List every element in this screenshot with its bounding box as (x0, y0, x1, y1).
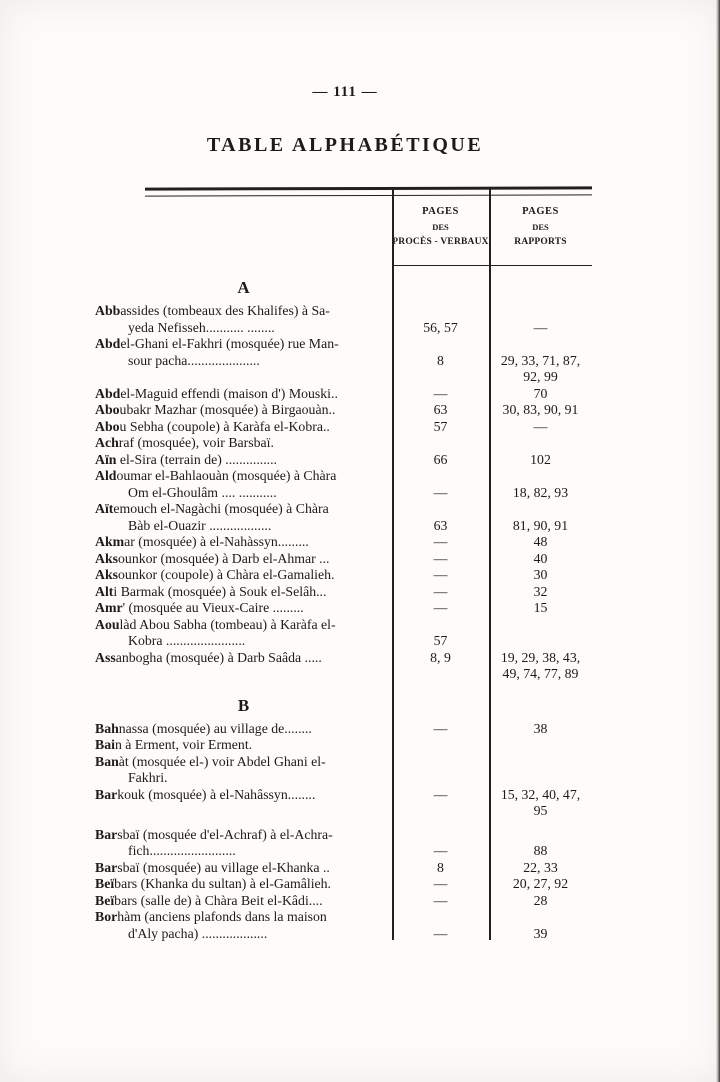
entry-bold-prefix: Abd (95, 385, 121, 401)
pages-rapports-value (489, 860, 592, 877)
pages-proces-verbaux-value: 66 (433, 451, 448, 467)
entry-name (95, 754, 392, 787)
entry-line-1: Aïtemouch el-Nagàchi (mosquée) à Chàra (95, 501, 329, 516)
entry-name (95, 534, 392, 551)
index-row (95, 468, 592, 501)
index-body (95, 279, 592, 942)
pages-proces-verbaux-value: — (433, 720, 448, 736)
pages-proces-verbaux-value: 63 (433, 517, 448, 533)
entry-line-2: Om el-Ghoulâm .... ........... (128, 484, 277, 500)
entry-name (95, 419, 392, 436)
entry-name (95, 787, 392, 804)
entry-line-1: Barkouk (mosquée) à el-Nahâssyn........ (95, 786, 316, 802)
pages-proces-verbaux-value: — (433, 567, 448, 582)
pages-proces-verbaux-value: — (433, 385, 448, 401)
index-row (95, 737, 592, 754)
entry-bold-prefix: Bar (95, 826, 118, 842)
entry-line-2: d'Aly pacha) ................... (128, 925, 268, 941)
entry-bold-prefix: Abb (95, 303, 121, 318)
index-row (95, 600, 592, 617)
entry-name (95, 303, 392, 336)
entry-bold-prefix: Ban (95, 753, 119, 769)
entry-line-1: Alti Barmak (mosquée) à Souk el-Selâh... (95, 583, 327, 599)
pages-proces-verbaux-value: — (433, 892, 448, 908)
entry-line-2: Kobra ....................... (128, 633, 246, 648)
entry-line-1: Bahnassa (mosquée) au village de........ (95, 720, 312, 736)
header-pages-rapports (489, 187, 592, 266)
entry-bold-prefix: Aïn (95, 451, 117, 467)
entry-name (95, 721, 392, 738)
entry-line-2: sour pacha..................... (128, 352, 260, 368)
entry-name (95, 435, 392, 452)
section-letter: B (237, 695, 250, 715)
header-pages-proces-verbaux (392, 187, 489, 266)
entry-name (95, 600, 392, 617)
entry-bold-prefix: Bah (95, 720, 119, 736)
entry-name (95, 402, 392, 419)
entry-bold-prefix: Ald (95, 468, 117, 483)
entry-line-1: Abou Sebha (coupole) à Karàfa el-Kobra.. (95, 418, 330, 434)
index-row (95, 876, 592, 893)
entry-line-2: Fakhri. (128, 770, 168, 785)
entry-bold-prefix: Aks (95, 567, 119, 582)
rapports-value-line: — (533, 319, 548, 335)
pages-rapports-value (489, 419, 592, 436)
entry-line-1: Assanbogha (mosquée) à Darb Saâda ..... (95, 649, 322, 665)
header-line: PROCÈS - VERBAUX (392, 236, 489, 247)
pages-proces-verbaux-value: — (433, 876, 448, 891)
pages-proces-verbaux-value: — (433, 583, 448, 599)
index-row (95, 860, 592, 877)
index-row (95, 787, 592, 820)
alphabetical-index-table (95, 187, 592, 942)
rapports-value-line: 70 (533, 385, 548, 401)
entry-line-1: Amr' (mosquée au Vieux-Caire ......... (95, 600, 304, 615)
entry-line-1: Bain à Erment, voir Erment. (95, 737, 253, 752)
entry-line-1: Achraf (mosquée), voir Barsbaï. (95, 435, 274, 450)
entry-line-1: Abbassides (tombeaux des Khalifes) à Sa- (95, 303, 330, 318)
entry-bold-prefix: Bar (95, 786, 118, 802)
entry-line-2: fich......................... (128, 843, 236, 858)
pages-proces-verbaux-value: 8 (437, 859, 444, 875)
entry-line-1: Barsbaï (mosquée d'el-Achraf) à el-Achra- (95, 826, 333, 842)
pages-rapports-value (489, 876, 592, 893)
entry-bold-prefix: Abo (95, 402, 120, 417)
pages-rapports-value (489, 893, 592, 910)
index-row (95, 501, 592, 534)
entry-line-1: Aksounkor (coupole) à Chàra el-Gamalieh. (95, 567, 335, 582)
header-line: DES (532, 221, 549, 232)
pages-proces-verbaux-value: 57 (433, 418, 448, 434)
pages-rapports-value (489, 567, 592, 584)
rapports-value-line: 40 (533, 550, 548, 566)
header-line: RAPPORTS (514, 236, 567, 247)
rapports-value-line: 102 (530, 451, 551, 467)
entry-bold-prefix: Aït (95, 501, 114, 516)
rapports-value-line: 30 (533, 567, 548, 582)
entry-line-1: Aboubakr Mazhar (mosquée) à Birgaouàn.. (95, 402, 336, 417)
pages-proces-verbaux-value: 63 (433, 402, 448, 417)
entry-name (95, 551, 392, 568)
rapports-value-line: 20, 27, 92 (512, 876, 569, 891)
entry-name (95, 336, 392, 369)
pages-rapports-value (489, 402, 592, 419)
pages-proces-verbaux-value: — (433, 550, 448, 566)
entry-name (95, 501, 392, 534)
rapports-value-line: 88 (533, 843, 548, 858)
pages-rapports-value (489, 386, 592, 403)
pages-rapports-value (489, 353, 592, 386)
rapports-value-line: 48 (533, 534, 548, 549)
pages-rapports-value (489, 843, 592, 860)
rapports-value-line: 29, 33, 71, 87, (500, 352, 581, 368)
pages-rapports-value (489, 320, 592, 337)
entry-line-1: Aldoumar el-Bahlaouàn (mosquée) à Chàra (95, 468, 337, 483)
entry-line-1: Abdel-Ghani el-Fakhri (mosquée) rue Man- (95, 336, 339, 351)
index-row (95, 402, 592, 419)
rapports-value-line: 39 (533, 925, 548, 941)
pages-proces-verbaux-value: — (433, 925, 448, 941)
index-row (95, 584, 592, 601)
pages-proces-verbaux-value: — (433, 843, 448, 858)
entry-name (95, 567, 392, 584)
index-row (95, 721, 592, 738)
rapports-value-line: 95 (533, 803, 548, 818)
index-row (95, 551, 592, 568)
entry-bold-prefix: Beï (95, 892, 115, 908)
index-row (95, 386, 592, 403)
index-row (95, 419, 592, 436)
rapports-value-line: 30, 83, 90, 91 (502, 402, 579, 417)
entry-name (95, 584, 392, 601)
pages-rapports-value (489, 518, 592, 535)
index-row (95, 650, 592, 683)
pages-proces-verbaux-value: — (433, 484, 448, 500)
index-row (95, 534, 592, 551)
entry-name (95, 827, 392, 860)
index-row (95, 452, 592, 469)
pages-rapports-value (489, 926, 592, 943)
pages-proces-verbaux-value: 57 (433, 633, 448, 648)
entry-line-2: Bàb el-Ouazir .................. (128, 517, 272, 533)
entry-name (95, 737, 392, 754)
entry-bold-prefix: Abo (95, 418, 120, 434)
pages-rapports-value (489, 650, 592, 683)
entry-line-1: Borhàm (anciens plafonds dans la maison (95, 909, 327, 924)
page-number: — 111 — (312, 84, 378, 100)
entry-bold-prefix: Beï (95, 876, 115, 891)
entry-bold-prefix: Bar (95, 859, 118, 875)
entry-line-1: Barsbaï (mosquée) au village el-Khanka .. (95, 859, 330, 875)
pages-rapports-value (489, 485, 592, 502)
pages-rapports-value (489, 787, 592, 820)
index-row (95, 893, 592, 910)
rapports-value-line: 22, 33 (523, 859, 558, 875)
entry-name (95, 860, 392, 877)
index-row (95, 303, 592, 336)
pages-rapports-value (489, 600, 592, 617)
header-line: DES (432, 221, 449, 232)
pages-rapports-value (489, 584, 592, 601)
rapports-value-line: 92, 99 (523, 369, 558, 384)
entry-bold-prefix: Aou (95, 616, 120, 632)
entry-line-1: Beïbars (salle de) à Chàra Beit el-Kâdi.... (95, 892, 323, 908)
entry-name (95, 617, 392, 650)
table-header (95, 187, 592, 279)
rapports-value-line: 32 (533, 583, 548, 599)
entry-name (95, 893, 392, 910)
entry-bold-prefix: Bor (95, 909, 118, 924)
entry-name (95, 650, 392, 667)
pages-rapports-value (489, 534, 592, 551)
entry-bold-prefix: Bai (95, 737, 115, 752)
index-row (95, 754, 592, 787)
entry-line-1: Abdel-Maguid effendi (maison d') Mouski.. (95, 385, 338, 401)
index-row (95, 567, 592, 584)
pages-proces-verbaux-value: — (433, 786, 448, 802)
entry-bold-prefix: Aks (95, 550, 119, 566)
entry-name (95, 386, 392, 403)
entry-line-1: Akmar (mosquée) à el-Nahàssyn......... (95, 534, 309, 549)
pages-rapports-value (489, 721, 592, 738)
page-title: TABLE ALPHABÉTIQUE (206, 134, 484, 156)
entry-bold-prefix: Ass (95, 649, 116, 665)
pages-proces-verbaux-value: — (433, 600, 448, 615)
rapports-value-line: 49, 74, 77, 89 (502, 666, 579, 681)
entry-name (95, 876, 392, 893)
entry-bold-prefix: Akm (95, 534, 125, 549)
index-row (95, 336, 592, 386)
pages-rapports-value (489, 452, 592, 469)
index-row (95, 827, 592, 860)
pages-rapports-value (489, 551, 592, 568)
rapports-value-line: 38 (533, 720, 548, 736)
entry-bold-prefix: Ach (95, 435, 119, 450)
entry-name (95, 452, 392, 469)
entry-bold-prefix: Amr (95, 600, 123, 615)
entry-line-1: Aoulàd Abou Sabha (tombeau) à Karàfa el- (95, 616, 336, 632)
rapports-value-line: 18, 82, 93 (512, 484, 569, 500)
pages-proces-verbaux-value: — (433, 534, 448, 549)
header-line: PAGES (522, 205, 559, 217)
entry-bold-prefix: Abd (95, 336, 121, 351)
scan-edge-artifact (716, 0, 720, 1082)
rapports-value-line: 19, 29, 38, 43, (500, 649, 581, 665)
header-line: PAGES (422, 205, 459, 217)
entry-bold-prefix: Alt (95, 583, 114, 599)
entry-line-1: Banàt (mosquée el-) voir Abdel Ghani el- (95, 753, 326, 769)
pages-proces-verbaux-value: 8, 9 (430, 649, 451, 665)
entry-line-1: Aksounkor (mosquée) à Darb el-Ahmar ... (95, 550, 330, 566)
pages-proces-verbaux-value: 8 (437, 352, 444, 368)
rapports-value-line: 81, 90, 91 (512, 517, 569, 533)
index-row (95, 617, 592, 650)
entry-line-2: yeda Nefisseh........... ........ (128, 319, 275, 335)
entry-name (95, 909, 392, 942)
index-row (95, 909, 592, 942)
pages-proces-verbaux-value: 56, 57 (423, 319, 458, 335)
rapports-value-line: — (533, 418, 548, 434)
index-row (95, 435, 592, 452)
section-letter: A (237, 278, 250, 297)
rapports-value-line: 15 (533, 600, 548, 615)
rapports-value-line: 28 (533, 892, 548, 908)
entry-line-1: Beïbars (Khanka du sultan) à el-Gamâlieh. (95, 876, 332, 891)
entry-line-1: Aïn el-Sira (terrain de) ............... (95, 451, 278, 467)
entry-name (95, 468, 392, 501)
rapports-value-line: 15, 32, 40, 47, (500, 786, 581, 802)
